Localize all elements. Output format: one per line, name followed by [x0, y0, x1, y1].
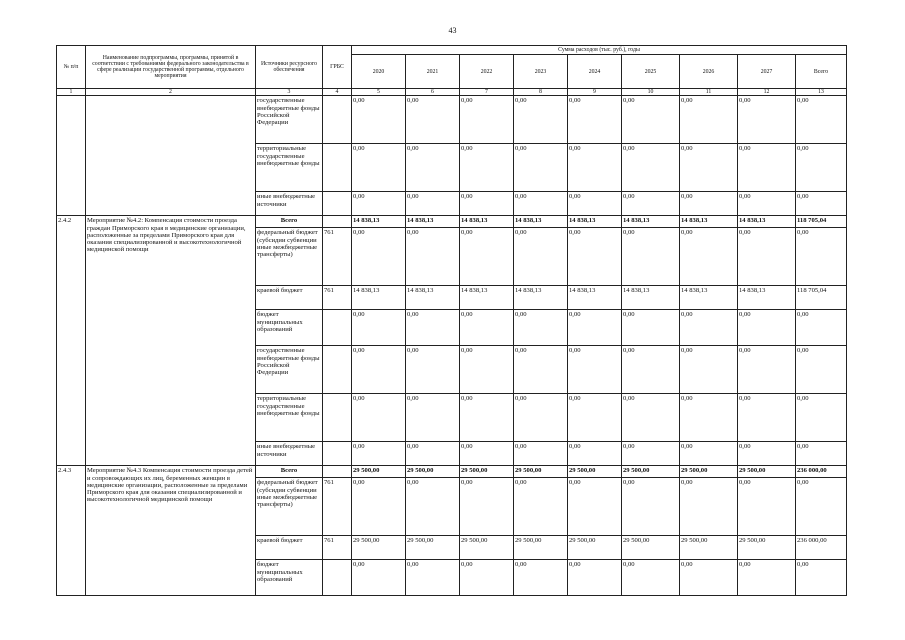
table-row: [57, 466, 847, 478]
page-number: 43: [448, 26, 457, 35]
value-cell: 14 838,13: [352, 216, 406, 228]
value-cell: 0,00: [406, 310, 460, 346]
value-cell: 0,00: [738, 144, 796, 192]
value-cell: 14 838,13: [406, 216, 460, 228]
value-cell: 0,00: [796, 478, 847, 536]
source-cell: краевой бюджет: [256, 286, 323, 310]
value-cell: 0,00: [514, 310, 568, 346]
value-cell: 0,00: [738, 346, 796, 394]
value-cell: 14 838,13: [514, 286, 568, 310]
value-cell: 0,00: [514, 394, 568, 442]
source-cell: территориальные государственные внебюджетные фонды: [256, 394, 323, 442]
header-year: 2023: [514, 55, 568, 89]
value-cell: 0,00: [568, 442, 622, 466]
header-year: 2024: [568, 55, 622, 89]
header-sum: Сумма расходов (тыс. руб.), годы: [352, 46, 847, 55]
value-cell: 14 838,13: [460, 216, 514, 228]
value-cell: 14 838,13: [352, 286, 406, 310]
value-cell: 29 500,00: [352, 466, 406, 478]
column-number: 13: [796, 89, 847, 96]
value-cell: 29 500,00: [406, 536, 460, 560]
value-cell: 14 838,13: [680, 286, 738, 310]
value-cell: 0,00: [514, 442, 568, 466]
value-cell: 0,00: [514, 144, 568, 192]
value-cell: 0,00: [352, 96, 406, 144]
activity-number: 2.4.3: [57, 466, 86, 596]
value-cell: 14 838,13: [460, 286, 514, 310]
value-cell: 0,00: [514, 560, 568, 596]
table-body: [57, 96, 847, 596]
value-cell: 14 838,13: [406, 286, 460, 310]
value-cell: 0,00: [406, 96, 460, 144]
value-cell: 0,00: [796, 442, 847, 466]
grbs-cell: 761: [323, 286, 352, 310]
grbs-cell: [323, 560, 352, 596]
value-cell: 0,00: [622, 394, 680, 442]
table-header: [57, 46, 847, 96]
grbs-cell: 761: [323, 228, 352, 286]
value-cell: 0,00: [514, 346, 568, 394]
value-cell: 14 838,13: [738, 286, 796, 310]
num-cell: [57, 96, 86, 216]
source-cell: Всего: [256, 466, 323, 478]
column-number: 7: [460, 89, 514, 96]
activity-number: 2.4.2: [57, 216, 86, 466]
grbs-cell: [323, 192, 352, 216]
source-cell: иные внебюджетные источники: [256, 442, 323, 466]
value-cell: 0,00: [568, 394, 622, 442]
value-cell: 0,00: [352, 478, 406, 536]
value-cell: 0,00: [568, 144, 622, 192]
value-cell: 0,00: [680, 228, 738, 286]
value-cell: 0,00: [622, 442, 680, 466]
value-cell: 0,00: [680, 478, 738, 536]
value-cell: 29 500,00: [514, 536, 568, 560]
column-number: 9: [568, 89, 622, 96]
value-cell: 0,00: [352, 442, 406, 466]
value-cell: 14 838,13: [514, 216, 568, 228]
column-number: 5: [352, 89, 406, 96]
value-cell: 29 500,00: [352, 536, 406, 560]
value-cell: 29 500,00: [406, 466, 460, 478]
value-cell: 0,00: [406, 442, 460, 466]
value-cell: 0,00: [568, 96, 622, 144]
source-cell: территориальные государственные внебюджетные фонды: [256, 144, 323, 192]
value-cell: 0,00: [460, 96, 514, 144]
column-number: 3: [256, 89, 323, 96]
source-cell: федеральный бюджет (субсидии субвенции иные межбюджетные трансферты): [256, 478, 323, 536]
column-number: 12: [738, 89, 796, 96]
value-cell: 0,00: [622, 346, 680, 394]
value-cell: 14 838,13: [568, 286, 622, 310]
name-cell: [86, 96, 256, 216]
value-cell: 0,00: [622, 228, 680, 286]
value-cell: 0,00: [352, 144, 406, 192]
header-grbs: ГРБС: [323, 46, 352, 89]
value-cell: 236 000,00: [796, 466, 847, 478]
source-cell: иные внебюджетные источники: [256, 192, 323, 216]
value-cell: 0,00: [680, 560, 738, 596]
source-cell: федеральный бюджет (субсидии субвенции иные межбюджетные трансферты): [256, 228, 323, 286]
grbs-cell: [323, 216, 352, 228]
value-cell: 118 705,04: [796, 286, 847, 310]
value-cell: 0,00: [796, 96, 847, 144]
header-year: 2026: [680, 55, 738, 89]
value-cell: 0,00: [796, 310, 847, 346]
value-cell: 0,00: [738, 310, 796, 346]
value-cell: 0,00: [738, 192, 796, 216]
value-cell: 0,00: [796, 228, 847, 286]
value-cell: 0,00: [738, 394, 796, 442]
value-cell: 29 500,00: [460, 536, 514, 560]
value-cell: 0,00: [460, 192, 514, 216]
value-cell: 0,00: [406, 560, 460, 596]
value-cell: 0,00: [568, 560, 622, 596]
value-cell: 0,00: [568, 192, 622, 216]
value-cell: 0,00: [460, 560, 514, 596]
header-year: 2021: [406, 55, 460, 89]
value-cell: 0,00: [406, 192, 460, 216]
column-number: 8: [514, 89, 568, 96]
grbs-cell: 761: [323, 478, 352, 536]
value-cell: 29 500,00: [622, 466, 680, 478]
column-number: 6: [406, 89, 460, 96]
value-cell: 14 838,13: [622, 286, 680, 310]
value-cell: 29 500,00: [680, 536, 738, 560]
header-name: Наименование подпрограммы, программы, принятой в соответствии с требованиями федерального законодательства в сфере реализации государственной программы, отдельного мероприятия: [86, 46, 256, 89]
header-year: 2020: [352, 55, 406, 89]
column-number: 2: [86, 89, 256, 96]
value-cell: 0,00: [796, 560, 847, 596]
value-cell: 29 500,00: [514, 466, 568, 478]
value-cell: 0,00: [460, 442, 514, 466]
value-cell: 0,00: [568, 310, 622, 346]
value-cell: 0,00: [796, 144, 847, 192]
value-cell: 0,00: [680, 346, 738, 394]
value-cell: 14 838,13: [680, 216, 738, 228]
value-cell: 0,00: [622, 310, 680, 346]
grbs-cell: [323, 394, 352, 442]
value-cell: 0,00: [622, 478, 680, 536]
value-cell: 29 500,00: [568, 466, 622, 478]
value-cell: 0,00: [622, 560, 680, 596]
source-cell: государственные внебюджетные фонды Российской Федерации: [256, 96, 323, 144]
source-cell: краевой бюджет: [256, 536, 323, 560]
value-cell: 0,00: [796, 192, 847, 216]
value-cell: 14 838,13: [622, 216, 680, 228]
value-cell: 29 500,00: [568, 536, 622, 560]
value-cell: 0,00: [352, 560, 406, 596]
value-cell: 0,00: [568, 228, 622, 286]
value-cell: 0,00: [460, 394, 514, 442]
header-year: 2022: [460, 55, 514, 89]
grbs-cell: [323, 346, 352, 394]
value-cell: 0,00: [514, 192, 568, 216]
value-cell: 14 838,13: [738, 216, 796, 228]
value-cell: 0,00: [460, 310, 514, 346]
grbs-cell: [323, 144, 352, 192]
table-row: [57, 96, 847, 144]
value-cell: 0,00: [460, 228, 514, 286]
activity-name: Мероприятие №4.2: Компенсация стоимости проезда граждан Приморского края в медицинские организации, расположенные за пределами Приморского края для оказания специализированной и высокотехнологичной медицинской помощи: [86, 216, 256, 466]
value-cell: 0,00: [680, 96, 738, 144]
header-year: 2027: [738, 55, 796, 89]
source-cell: бюджет муниципальных образований: [256, 560, 323, 596]
column-number: 1: [57, 89, 86, 96]
source-cell: государственные внебюджетные фонды Российской Федерации: [256, 346, 323, 394]
value-cell: 0,00: [738, 478, 796, 536]
value-cell: 0,00: [680, 442, 738, 466]
header-source: Источники ресурсного обеспечения: [256, 46, 323, 89]
source-cell: бюджет муниципальных образований: [256, 310, 323, 346]
value-cell: 0,00: [622, 144, 680, 192]
value-cell: 0,00: [680, 144, 738, 192]
value-cell: 0,00: [738, 96, 796, 144]
grbs-cell: 761: [323, 536, 352, 560]
value-cell: 0,00: [738, 560, 796, 596]
value-cell: 29 500,00: [738, 536, 796, 560]
header-year: 2025: [622, 55, 680, 89]
value-cell: 0,00: [568, 478, 622, 536]
value-cell: 0,00: [796, 394, 847, 442]
value-cell: 0,00: [622, 192, 680, 216]
value-cell: 0,00: [738, 228, 796, 286]
value-cell: 0,00: [460, 478, 514, 536]
value-cell: 0,00: [406, 394, 460, 442]
value-cell: 0,00: [514, 478, 568, 536]
column-number: 11: [680, 89, 738, 96]
value-cell: 0,00: [514, 228, 568, 286]
value-cell: 0,00: [352, 192, 406, 216]
value-cell: 0,00: [352, 310, 406, 346]
header-num: № п/п: [57, 46, 86, 89]
activity-name: Мероприятие №4.3 Компенсация стоимости проезда детей и сопровождающих их лиц, беременных женщин в медицинские организации, расположенные за пределами Приморского края для оказания специализированной и высокотехнологичной медицинской помощи: [86, 466, 256, 596]
value-cell: 0,00: [514, 96, 568, 144]
grbs-cell: [323, 466, 352, 478]
value-cell: 118 705,04: [796, 216, 847, 228]
header-year: Всего: [796, 55, 847, 89]
value-cell: 0,00: [352, 394, 406, 442]
value-cell: 0,00: [680, 310, 738, 346]
value-cell: 29 500,00: [622, 536, 680, 560]
value-cell: 0,00: [406, 228, 460, 286]
grbs-cell: [323, 96, 352, 144]
column-number: 10: [622, 89, 680, 96]
value-cell: 14 838,13: [568, 216, 622, 228]
value-cell: 0,00: [406, 478, 460, 536]
value-cell: 0,00: [406, 346, 460, 394]
grbs-cell: [323, 310, 352, 346]
value-cell: 0,00: [796, 346, 847, 394]
grbs-cell: [323, 442, 352, 466]
value-cell: 29 500,00: [680, 466, 738, 478]
value-cell: 0,00: [622, 96, 680, 144]
value-cell: 0,00: [352, 346, 406, 394]
value-cell: 236 000,00: [796, 536, 847, 560]
value-cell: 0,00: [680, 192, 738, 216]
budget-table: [56, 45, 847, 596]
source-cell: Всего: [256, 216, 323, 228]
value-cell: 0,00: [352, 228, 406, 286]
value-cell: 0,00: [460, 346, 514, 394]
column-number: 4: [323, 89, 352, 96]
value-cell: 0,00: [738, 442, 796, 466]
value-cell: 0,00: [568, 346, 622, 394]
value-cell: 29 500,00: [738, 466, 796, 478]
value-cell: 0,00: [460, 144, 514, 192]
value-cell: 0,00: [406, 144, 460, 192]
value-cell: 29 500,00: [460, 466, 514, 478]
value-cell: 0,00: [680, 394, 738, 442]
table-row: [57, 216, 847, 228]
